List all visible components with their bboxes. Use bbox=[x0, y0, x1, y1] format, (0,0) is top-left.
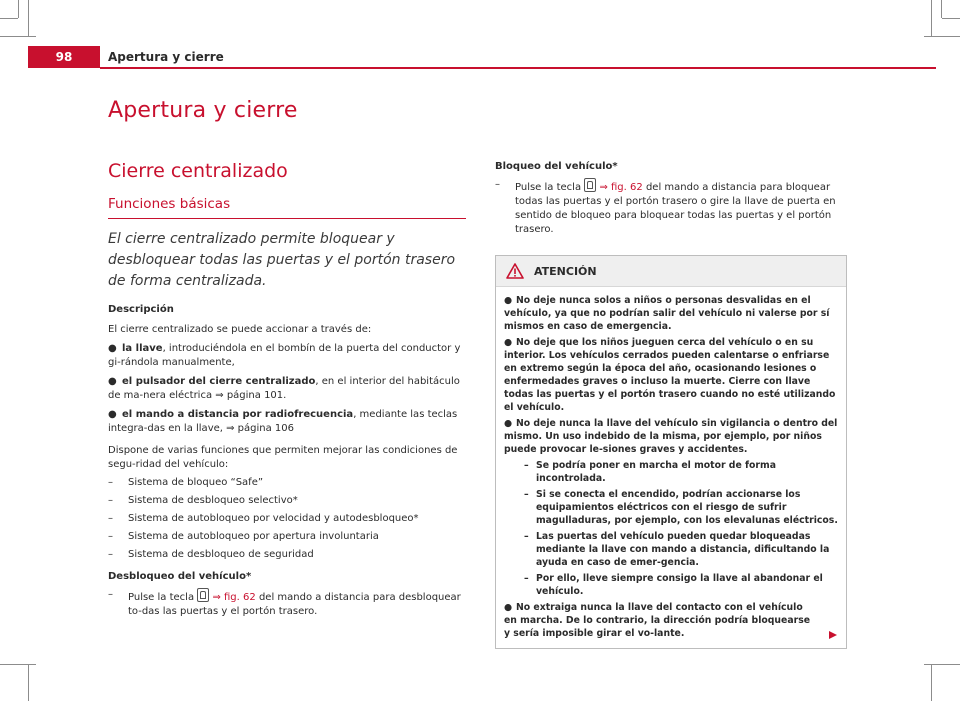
crop-mark bbox=[28, 665, 29, 701]
crop-mark bbox=[924, 664, 960, 665]
step-text: del mando a distancia para bloquear todas las puertas y el portón trasero o gire la llave de puerta en sentido de bloqueo para bloquear todas las puertas y el portón trasero. bbox=[515, 182, 836, 235]
list-item: – Sistema de autobloqueo por apertura involuntaria bbox=[108, 530, 466, 544]
warning-title: ATENCIÓN bbox=[534, 264, 597, 278]
list-item: – Sistema de desbloqueo de seguridad bbox=[108, 548, 466, 562]
page-number-tab bbox=[28, 46, 100, 68]
subsection-title: Funciones básicas bbox=[108, 196, 231, 212]
lock-heading: Bloqueo del vehículo* bbox=[495, 161, 618, 172]
bullet-strong: la llave bbox=[122, 343, 163, 354]
bullet-strong: el mando a distancia por radiofrecuencia bbox=[122, 409, 354, 420]
step-text: Pulse la tecla bbox=[128, 592, 195, 603]
step-text: Pulse la tecla bbox=[515, 182, 582, 193]
list-item bbox=[108, 408, 466, 436]
running-title: Apertura y cierre bbox=[108, 50, 224, 64]
warning-header bbox=[496, 256, 846, 287]
warning-triangle-icon bbox=[506, 263, 524, 279]
list-item bbox=[108, 375, 466, 403]
crop-mark bbox=[941, 0, 942, 18]
warning-subitem: – Por ello, lleve siempre consigo la llave al abandonar el vehículo. bbox=[504, 572, 838, 598]
warning-item: ● No deje que los niños jueguen cerca del vehículo o en su interior. Los vehículos cerrados pueden calentarse o enfriarse en extremo según la época del año, ocasionando lesiones o enfermedades graves o incluso la muerte. Cierre con llave todas las puertas y el portón trasero cuando no esté utilizando el vehículo. bbox=[504, 337, 836, 413]
bullet-text: , mediante las teclas integra-das en la llave, ⇒ página 106 bbox=[108, 409, 458, 434]
key-button-icon bbox=[197, 588, 209, 602]
crop-mark bbox=[931, 0, 932, 36]
crop-mark bbox=[942, 18, 960, 19]
list-item bbox=[108, 342, 466, 370]
intro-text: El cierre centralizado permite bloquear y desbloquear todas las puertas y el portón trasero de forma centralizada. bbox=[108, 231, 456, 289]
warning-box bbox=[495, 255, 847, 649]
list-item: – Sistema de autobloqueo por velocidad y autodesbloqueo* bbox=[108, 512, 466, 526]
lock-step bbox=[495, 178, 847, 237]
crop-mark bbox=[0, 664, 36, 665]
key-button-icon bbox=[584, 178, 596, 192]
warning-text: No deje nunca la llave del vehículo sin vigilancia o dentro del mismo. Un uso indebido de la misma, por ejemplo, por niños puede provocar le-siones graves y accidentes. bbox=[504, 418, 838, 455]
unlock-heading: Desbloqueo del vehículo* bbox=[108, 571, 252, 582]
continue-arrow-icon bbox=[828, 630, 838, 640]
descripcion-text: El cierre centralizado se puede accionar a través de: bbox=[108, 324, 372, 335]
header-rule bbox=[100, 67, 936, 69]
warning-item: ● No extraiga nunca la llave del contacto con el vehículo en marcha. De lo contrario, la dirección podría bloquearse y sería imposible girar el vo-lante. bbox=[504, 602, 811, 639]
page-number: 98 bbox=[55, 50, 73, 64]
warning-subitem: – Se podría poner en marcha el motor de forma incontrolada. bbox=[504, 459, 838, 485]
list-item: – Sistema de bloqueo “Safe” bbox=[108, 476, 466, 490]
crop-mark bbox=[931, 665, 932, 701]
section-title: Cierre centralizado bbox=[108, 160, 288, 182]
warning-text: No extraiga nunca la llave del contacto con el vehículo en marcha. De lo contrario, la dirección podría bloquearse y sería imposible girar el vo-lante. bbox=[504, 602, 811, 639]
step-text: del mando a distancia para desbloquear to-das las puertas y el portón trasero. bbox=[128, 592, 461, 617]
bullet-dot: ● bbox=[108, 376, 117, 387]
left-column bbox=[108, 160, 466, 619]
warning-subitem: – Las puertas del vehículo pueden quedar bloqueadas mediante la llave con mando a distancia, dificultando la ayuda en caso de emer-gencia. bbox=[504, 530, 838, 569]
functions-intro: Dispone de varias funciones que permiten mejorar las condiciones de segu-ridad del vehículo: bbox=[108, 445, 458, 470]
unlock-steps bbox=[108, 588, 466, 619]
warning-body bbox=[496, 287, 846, 648]
functions-list bbox=[108, 476, 466, 562]
crop-mark bbox=[0, 36, 36, 37]
warning-text: No deje nunca solos a niños o personas desvalidas en el vehículo, ya que no podrían salir del vehículo ni valerse por sí mismos en caso de emergencia. bbox=[504, 295, 830, 332]
crop-mark bbox=[28, 0, 29, 36]
lock-steps bbox=[495, 178, 847, 237]
unlock-step bbox=[108, 588, 466, 619]
warning-text: No deje que los niños jueguen cerca del vehículo o en su interior. Los vehículos cerrados pueden calentarse o enfriarse en extremo según la época del año, ocasionando lesiones o enfermedades graves o incluso la muerte. Cierre con llave todas las puertas y el portón trasero cuando no esté utilizando el vehículo. bbox=[504, 337, 836, 413]
warning-item: ● No deje nunca solos a niños o personas desvalidas en el vehículo, ya que no podrían salir del vehículo ni valerse por sí mismos en caso de emergencia. bbox=[504, 295, 830, 332]
chapter-title: Apertura y cierre bbox=[108, 98, 298, 123]
warning-item: ● No deje nunca la llave del vehículo sin vigilancia o dentro del mismo. Un uso indebido de la misma, por ejemplo, por niños puede provocar le-siones graves y accidentes. bbox=[504, 418, 838, 455]
subsection-rule bbox=[108, 218, 466, 219]
bullet-text: , en el interior del habitáculo de ma-nera eléctrica ⇒ página 101. bbox=[108, 376, 460, 401]
list-item: – Sistema de desbloqueo selectivo* bbox=[108, 494, 466, 508]
warning-subitem: – Si se conecta el encendido, podrían accionarse los equipamientos eléctricos con el riesgo de sufrir magulladuras, por ejemplo, con los elevalunas eléctricos. bbox=[504, 488, 838, 527]
bullet-strong: el pulsador del cierre centralizado bbox=[122, 376, 316, 387]
figure-link[interactable]: ⇒ fig. 62 bbox=[212, 592, 256, 603]
crop-mark bbox=[0, 18, 18, 19]
figure-link[interactable]: ⇒ fig. 62 bbox=[599, 182, 643, 193]
right-column bbox=[495, 160, 847, 649]
bullet-dot: ● bbox=[108, 409, 117, 420]
crop-mark bbox=[18, 0, 19, 18]
bullet-dot: ● bbox=[108, 343, 117, 354]
bullet-text: , introduciéndola en el bombín de la puerta del conductor y gi-rándola manualmente, bbox=[108, 343, 461, 368]
descripcion-heading: Descripción bbox=[108, 304, 174, 315]
crop-mark bbox=[924, 36, 960, 37]
